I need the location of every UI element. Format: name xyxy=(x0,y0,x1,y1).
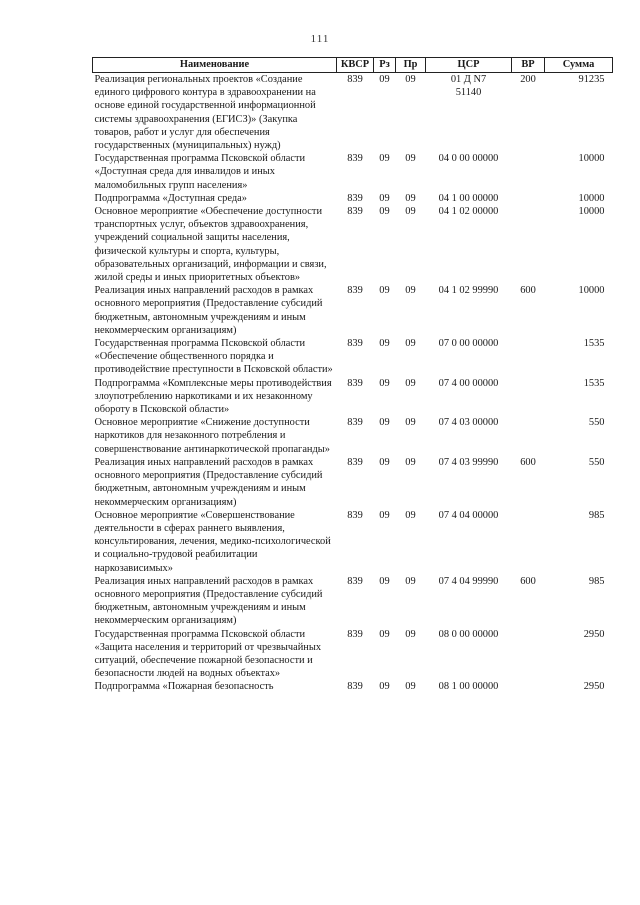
row-pr: 09 xyxy=(405,456,416,468)
row-vr xyxy=(512,416,545,456)
table-row xyxy=(93,337,613,377)
row-pr: 09 xyxy=(405,192,416,204)
row-vr xyxy=(512,205,545,284)
row-csr: 08 0 00 00000 xyxy=(438,628,499,640)
row-name: Подпрограмма «Пожарная безопасность xyxy=(94,681,274,693)
table-row xyxy=(93,152,613,192)
header-name: Наименование xyxy=(93,58,337,73)
row-sum: 1535 xyxy=(583,338,605,350)
row-sum: 2950 xyxy=(583,681,605,693)
row-csr: 04 1 02 99990 xyxy=(438,285,499,297)
header-vr: ВР xyxy=(512,58,545,73)
row-rz: 09 xyxy=(379,153,390,165)
row-sum: 10000 xyxy=(578,153,605,165)
row-sum: 1535 xyxy=(583,377,605,389)
row-sum: 2950 xyxy=(583,628,605,640)
row-csr: 04 0 00 00000 xyxy=(438,153,499,165)
row-kvsr: 839 xyxy=(347,285,363,297)
row-name: Реализация иных направлений расходов в рамках основного мероприятия (Предоставление субсидий бюджетным, автономным учреждениям и иным некоммерческим организациям) xyxy=(94,285,323,336)
row-csr: 08 1 00 00000 xyxy=(438,681,499,693)
table-row xyxy=(93,575,613,628)
row-kvsr: 839 xyxy=(347,681,363,693)
row-vr xyxy=(512,509,545,575)
row-pr: 09 xyxy=(405,509,416,521)
header-pr: Пр xyxy=(396,58,426,73)
row-csr: 07 4 00 00000 xyxy=(438,377,499,389)
row-vr xyxy=(512,192,545,205)
row-sum: 550 xyxy=(588,456,605,468)
row-rz: 09 xyxy=(379,377,390,389)
row-kvsr: 839 xyxy=(347,628,363,640)
table-row xyxy=(93,628,613,681)
row-sum: 550 xyxy=(588,417,605,429)
table-row xyxy=(93,192,613,205)
row-kvsr: 839 xyxy=(347,153,363,165)
row-csr: 01 Д N7 51140 xyxy=(450,74,487,99)
row-kvsr: 839 xyxy=(347,417,363,429)
row-vr xyxy=(512,628,545,681)
row-kvsr: 839 xyxy=(347,74,363,85)
row-pr: 09 xyxy=(405,153,416,165)
row-name: Основное мероприятие «Обеспечение доступности транспортных услуг, объектов здравоохранения, учреждений социальной защиты населения, физической культуры и спорта, культуры, образовательных организаций, информации и связи, жилой среды и иных приоритетных объектов» xyxy=(94,206,327,284)
row-rz: 09 xyxy=(379,681,390,693)
row-vr xyxy=(512,152,545,192)
row-name: Государственная программа Псковской области «Доступная среда для инвалидов и иных маломобильных групп населения» xyxy=(94,153,306,191)
row-rz: 09 xyxy=(379,192,390,204)
row-vr xyxy=(512,337,545,377)
row-sum: 10000 xyxy=(578,285,605,297)
row-kvsr: 839 xyxy=(347,509,363,521)
table-row xyxy=(93,73,613,153)
row-pr: 09 xyxy=(405,74,416,85)
row-name: Государственная программа Псковской области «Обеспечение общественного порядка и противодействие преступности в Псковской области» xyxy=(94,338,333,376)
header-kvsr: КВСР xyxy=(337,58,374,73)
row-rz: 09 xyxy=(379,285,390,297)
table-row xyxy=(93,509,613,575)
row-sum: 91235 xyxy=(578,74,605,85)
row-name: Основное мероприятие «Совершенствование деятельности в сферах раннего выявления, консультирования, лечения, медико-психологической и социально-трудовой реабилитации наркозависимых» xyxy=(94,509,331,574)
row-kvsr: 839 xyxy=(347,377,363,389)
row-rz: 09 xyxy=(379,575,390,587)
row-csr: 07 4 03 99990 xyxy=(438,456,499,468)
table-row xyxy=(93,680,613,693)
row-name: Подпрограмма «Комплексные меры противодействия злоупотреблению наркотиками и их незаконному обороту в Псковской области» xyxy=(94,377,332,416)
row-kvsr: 839 xyxy=(347,338,363,350)
row-name: Государственная программа Псковской области «Защита населения и территорий от чрезвычайных ситуаций, обеспечение пожарной безопасности и безопасности людей на водных объектах» xyxy=(94,628,322,680)
row-name: Подпрограмма «Доступная среда» xyxy=(94,192,247,204)
row-vr: 600 xyxy=(520,575,536,587)
row-rz: 09 xyxy=(379,206,390,218)
row-csr: 07 4 04 99990 xyxy=(438,575,499,587)
row-pr: 09 xyxy=(405,628,416,640)
row-kvsr: 839 xyxy=(347,206,363,218)
row-csr: 04 1 00 00000 xyxy=(438,192,499,204)
row-name: Основное мероприятие «Снижение доступности наркотиков для незаконного потребления и совершенствование антинаркотической пропаганды» xyxy=(94,417,330,455)
row-rz: 09 xyxy=(379,338,390,350)
row-pr: 09 xyxy=(405,285,416,297)
row-pr: 09 xyxy=(405,417,416,429)
row-vr: 600 xyxy=(520,285,536,297)
row-csr: 07 4 03 00000 xyxy=(438,417,499,429)
table-row xyxy=(93,377,613,417)
table-row xyxy=(93,284,613,337)
header-csr: ЦСР xyxy=(426,58,512,73)
table-header-row xyxy=(93,58,613,73)
row-pr: 09 xyxy=(405,575,416,587)
table-row xyxy=(93,416,613,456)
row-vr xyxy=(512,680,545,693)
table-row xyxy=(93,456,613,509)
row-sum: 985 xyxy=(588,509,605,521)
row-pr: 09 xyxy=(405,377,416,389)
row-name: Реализация региональных проектов «Создание единого цифрового контура в здравоохранении на основе единой государственной информационной системы здравоохранения (ЕГИСЗ)» (Закупка товаров, работ и услуг для обеспечения государственных (муниципальных) нужд) xyxy=(94,74,316,152)
row-vr: 600 xyxy=(520,456,536,468)
row-sum: 985 xyxy=(588,575,605,587)
row-sum: 10000 xyxy=(578,192,605,204)
row-rz: 09 xyxy=(379,74,390,85)
row-vr xyxy=(512,377,545,417)
budget-table xyxy=(92,57,613,694)
table-row xyxy=(93,205,613,284)
row-kvsr: 839 xyxy=(347,575,363,587)
row-kvsr: 839 xyxy=(347,456,363,468)
row-csr: 07 0 00 00000 xyxy=(438,338,499,350)
row-rz: 09 xyxy=(379,456,390,468)
row-rz: 09 xyxy=(379,417,390,429)
row-pr: 09 xyxy=(405,206,416,218)
row-name: Реализация иных направлений расходов в рамках основного мероприятия (Предоставление субсидий бюджетным, автономным учреждениям и иным некоммерческим организациям) xyxy=(94,575,323,627)
row-pr: 09 xyxy=(405,338,416,350)
row-csr: 07 4 04 00000 xyxy=(438,509,499,521)
header-rz: Рз xyxy=(374,58,396,73)
row-name: Реализация иных направлений расходов в рамках основного мероприятия (Предоставление субсидий бюджетным, автономным учреждениям и иным некоммерческим организациям) xyxy=(94,456,323,508)
header-sum: Сумма xyxy=(545,58,613,73)
row-rz: 09 xyxy=(379,628,390,640)
row-vr: 200 xyxy=(520,74,536,85)
row-pr: 09 xyxy=(405,681,416,693)
row-rz: 09 xyxy=(379,509,390,521)
row-sum: 10000 xyxy=(578,206,605,218)
row-csr: 04 1 02 00000 xyxy=(438,206,499,218)
row-kvsr: 839 xyxy=(347,192,363,204)
page-number: 111 xyxy=(310,33,330,45)
